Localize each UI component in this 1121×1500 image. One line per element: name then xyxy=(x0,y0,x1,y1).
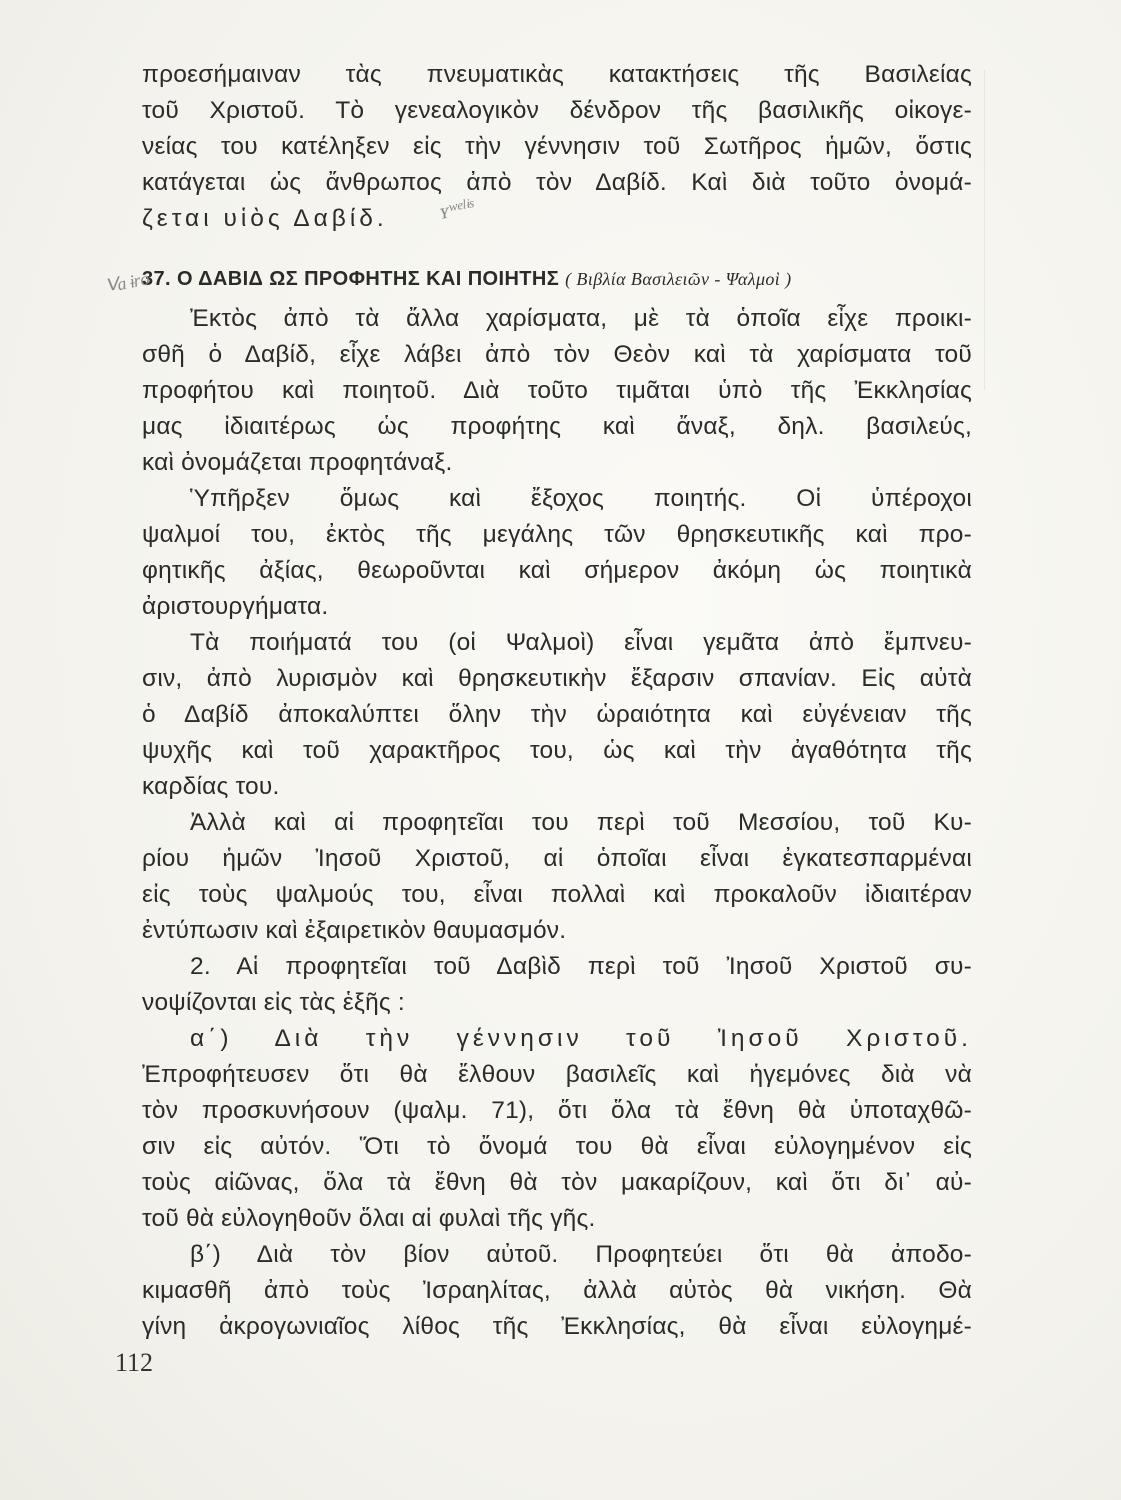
text-line: καρδίας του. xyxy=(142,773,280,800)
text-line: κατάγεται ὡς ἄνθρωπος ἀπὸ τὸν Δαβίδ. Καὶ διὰ τοῦτο ὀνομά- xyxy=(142,169,972,196)
text-line: φητικῆς ἀξίας, θεωροῦνται καὶ σήμερον ἀκόμη ὡς ποιητικὰ xyxy=(142,557,972,584)
text-line: μας ἰδιαιτέρως ὡς προφήτης καὶ ἄναξ, δηλ. βασιλεύς, xyxy=(142,413,972,440)
handwritten-annotation: ⱽᵃᶤʳᵒ xyxy=(101,266,152,309)
text-line: Ὑπῆρξεν ὅμως καὶ ἔξοχος ποιητής. Οἱ ὑπέροχοι xyxy=(190,485,972,512)
text-line: εἰς τοὺς ψαλμούς του, εἶναι πολλαὶ καὶ προκαλοῦν ἰδιαιτέραν xyxy=(142,881,972,908)
text-line: προφήτου καὶ ποιητοῦ. Διὰ τοῦτο τιμᾶται ὑπὸ τῆς Ἐκκλησίας xyxy=(142,377,972,404)
text-line: 2. Αἱ προφητεῖαι τοῦ Δαβὶδ περὶ τοῦ Ἰησοῦ Χριστοῦ συ- xyxy=(190,953,972,980)
text-line: καὶ ὀνομάζεται προφητάναξ. xyxy=(142,449,453,476)
text-line: α΄) Διὰ τὴν γέννησιν τοῦ Ἰησοῦ Χριστοῦ. xyxy=(190,1025,972,1052)
text-line: ψαλμοί του, ἐκτὸς τῆς μεγάλης τῶν θρησκευτικῆς καὶ προ- xyxy=(142,521,972,548)
text-line: Τὰ ποιήματά του (οἱ Ψαλμοὶ) εἶναι γεμᾶτα ἀπὸ ἔμπνευ- xyxy=(190,629,972,656)
bleed-through-line xyxy=(984,70,985,390)
text-line: Ἐπροφήτευσεν ὅτι θὰ ἔλθουν βασιλεῖς καὶ ἡγεμόνες διὰ νὰ xyxy=(142,1061,972,1088)
text-line: σιν εἰς αὐτόν. Ὅτι τὸ ὄνομά του θὰ εἶναι εὐλογημένον εἰς xyxy=(142,1133,972,1160)
text-line: τοῦ θὰ εὐλογηθοῦν ὅλαι αἱ φυλαὶ τῆς γῆς. xyxy=(142,1205,596,1232)
text-line: τὸν προσκυνήσουν (ψαλμ. 71), ὅτι ὅλα τὰ ἔθνη θὰ ὑποταχθῶ- xyxy=(142,1097,972,1124)
text-line: β΄) Διὰ τὸν βίον αὐτοῦ. Προφητεύει ὅτι θὰ ἀποδο- xyxy=(190,1241,972,1268)
section-title: 37. Ο ΔΑΒΙΔ ΩΣ ΠΡΟΦΗΤΗΣ ΚΑΙ ΠΟΙΗΤΗΣ xyxy=(142,268,560,290)
text-line: ἀριστουργήματα. xyxy=(142,593,329,620)
text-line: Ἐκτὸς ἀπὸ τὰ ἄλλα χαρίσματα, μὲ τὰ ὁποῖα εἶχε προικι- xyxy=(190,305,972,332)
text-line: σιν, ἀπὸ λυρισμὸν καὶ θρησκευτικὴν ἔξαρσιν σπανίαν. Εἰς αὐτὰ xyxy=(142,665,972,692)
section-heading xyxy=(142,262,791,296)
text-line: ρίου ἡμῶν Ἰησοῦ Χριστοῦ, αἱ ὁποῖαι εἶναι ἐγκατεσπαρμέναι xyxy=(142,845,972,872)
text-line: σθῆ ὁ Δαβίδ, εἶχε λάβει ἀπὸ τὸν Θεὸν καὶ τὰ χαρίσματα τοῦ xyxy=(142,341,972,368)
handwritten-annotation: ʏʷᵉˡᶤˢ xyxy=(437,193,476,224)
text-line: τοὺς αἰῶνας, ὅλα τὰ ἔθνη θὰ τὸν μακαρίζουν, καὶ ὅτι δι᾽ αὐ- xyxy=(142,1169,972,1196)
section-subtitle: ( Βιβλία Βασιλειῶν - Ψαλμοὶ ) xyxy=(565,269,792,289)
text-line: ψυχῆς καὶ τοῦ χαρακτῆρος του, ὡς καὶ τὴν ἀγαθότητα τῆς xyxy=(142,737,972,764)
text-line: ὁ Δαβίδ ἀποκαλύπτει ὅλην τὴν ὡραιότητα καὶ εὐγένειαν τῆς xyxy=(142,701,972,728)
text-line: Ἀλλὰ καὶ αἱ προφητεῖαι του περὶ τοῦ Μεσσίου, τοῦ Κυ- xyxy=(190,809,972,836)
text-line: κιμασθῆ ἀπὸ τοὺς Ἰσραηλίτας, ἀλλὰ αὐτὸς θὰ νικήση. Θὰ xyxy=(142,1277,972,1304)
text-line: γίνη ἀκρογωνιαῖος λίθος τῆς Ἐκκλησίας, θὰ εἶναι εὐλογημέ- xyxy=(142,1313,972,1340)
text-line: ζεται υἱὸς Δαβίδ. xyxy=(142,205,388,232)
page-number: 112 xyxy=(115,1348,154,1377)
text-line: προεσήμαιναν τὰς πνευματικὰς κατακτήσεις τῆς Βασιλείας xyxy=(142,61,972,88)
text-line: τοῦ Χριστοῦ. Τὸ γενεαλογικὸν δένδρον τῆς βασιλικῆς οἰκογε- xyxy=(142,97,972,124)
text-line: νοψίζονται εἰς τὰς ἑξῆς : xyxy=(142,989,405,1016)
text-line: ἐντύπωσιν καὶ ἐξαιρετικὸν θαυμασμόν. xyxy=(142,917,567,944)
text-line: νείας του κατέληξεν εἰς τὴν γέννησιν τοῦ Σωτῆρος ἡμῶν, ὅστις xyxy=(142,133,972,160)
